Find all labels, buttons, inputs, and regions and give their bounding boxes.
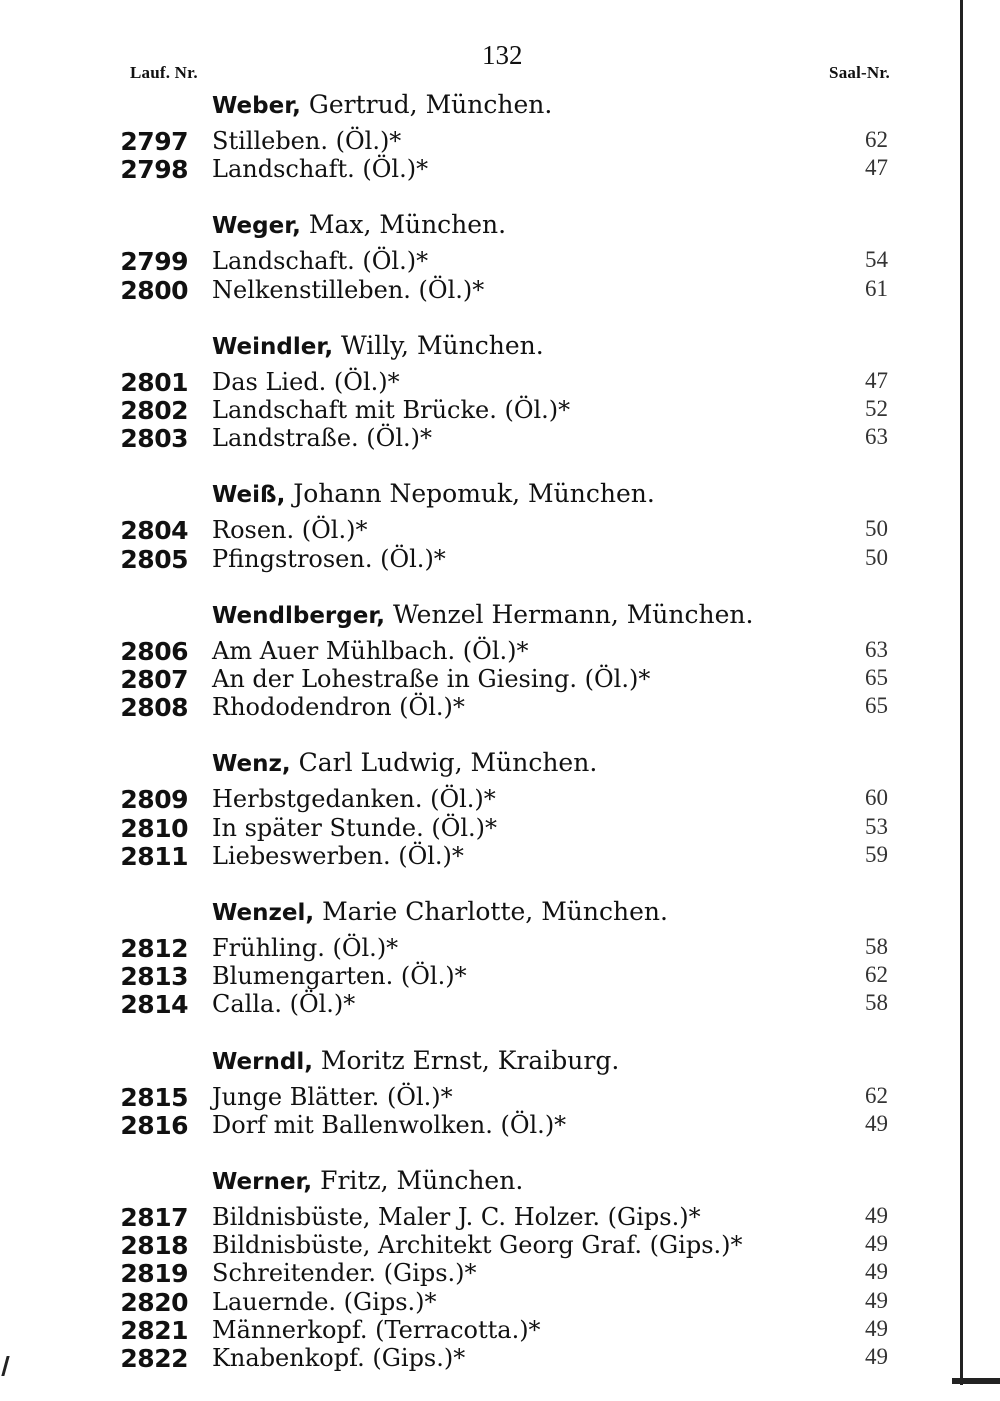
entry-room-number: 49	[865, 1344, 888, 1369]
entry-room-number: 62	[865, 1082, 888, 1108]
catalog-entry	[0, 693, 1000, 721]
artist-surname: Weber,	[212, 93, 301, 119]
entry-room-number: 53	[865, 813, 888, 839]
entry-title: Junge Blätter. (Öl.)*	[212, 1082, 453, 1111]
entry-title: Rosen. (Öl.)*	[212, 516, 368, 545]
catalog-entry	[0, 785, 1000, 813]
entry-room-number: 49	[865, 1231, 888, 1257]
artist-details: Johann Nepomuk, München.	[285, 479, 655, 509]
catalog-entry	[0, 1288, 1000, 1316]
artist-details: Max, München.	[300, 210, 507, 240]
entry-number: 2821	[120, 1315, 188, 1345]
entry-title: Landschaft. (Öl.)*	[212, 247, 429, 276]
entry-room-number: 63	[865, 636, 888, 662]
artist-heading	[212, 90, 552, 119]
artist-details: Moritz Ernst, Kraiburg.	[312, 1045, 620, 1075]
catalog-entry	[0, 637, 1000, 665]
entry-room-number: 58	[865, 934, 888, 959]
entry-number: 2809	[120, 785, 188, 815]
entry-room-number: 52	[865, 396, 888, 421]
entry-number: 2806	[120, 636, 188, 666]
entry-number: 2802	[120, 396, 188, 425]
entry-number: 2816	[120, 1110, 188, 1140]
entry-title: An der Lohestraße in Giesing. (Öl.)*	[212, 665, 651, 693]
artist-details: Gertrud, München.	[300, 90, 553, 119]
entry-room-number: 61	[865, 275, 888, 301]
catalog-entry	[0, 516, 1000, 544]
catalog-entry	[0, 155, 1000, 183]
artist-heading	[212, 331, 544, 360]
entry-number: 2818	[120, 1231, 188, 1261]
entry-number: 2799	[120, 247, 188, 277]
artist-heading	[212, 479, 655, 508]
entry-room-number: 49	[865, 1287, 888, 1313]
entry-number: 2812	[120, 934, 188, 963]
catalog-entry	[0, 545, 1000, 573]
entry-number: 2819	[120, 1259, 188, 1289]
entry-room-number: 49	[865, 1315, 888, 1341]
catalog-entry	[0, 1259, 1000, 1287]
entry-title: Am Auer Mühlbach. (Öl.)*	[212, 636, 529, 665]
entry-number: 2797	[120, 127, 188, 156]
artist-heading	[212, 210, 506, 239]
artist-heading	[212, 748, 597, 777]
entry-title: Männerkopf. (Terracotta.)*	[212, 1315, 541, 1344]
catalog-entry	[0, 276, 1000, 304]
entry-number: 2810	[120, 813, 188, 843]
artist-heading	[212, 897, 668, 926]
entry-number: 2798	[120, 155, 188, 185]
entry-room-number: 49	[865, 1259, 888, 1285]
entry-room-number: 50	[865, 544, 888, 570]
entry-number: 2808	[120, 693, 188, 723]
artist-details: Fritz, München.	[312, 1166, 524, 1195]
artist-details: Carl Ludwig, München.	[290, 748, 598, 778]
artist-surname: Wenzel,	[212, 900, 315, 926]
catalog-entry	[0, 247, 1000, 275]
entry-number: 2822	[120, 1344, 188, 1373]
entry-title: Frühling. (Öl.)*	[212, 934, 399, 962]
entry-title: Rhododendron (Öl.)*	[212, 693, 465, 722]
entry-room-number: 54	[865, 247, 888, 273]
entry-number: 2803	[120, 424, 188, 454]
entry-title: Pfingstrosen. (Öl.)*	[212, 544, 446, 573]
column-header-saal-nr: Saal-Nr.	[829, 63, 890, 82]
artist-heading	[212, 1046, 619, 1075]
entry-room-number: 58	[865, 990, 888, 1016]
entry-number: 2801	[120, 367, 188, 397]
entry-title: Calla. (Öl.)*	[212, 990, 356, 1019]
catalog-entry	[0, 1111, 1000, 1139]
catalog-entry	[0, 1203, 1000, 1231]
artist-heading	[212, 600, 753, 629]
entry-title: Blumengarten. (Öl.)*	[212, 962, 467, 991]
entry-room-number: 50	[865, 516, 888, 542]
entry-number: 2804	[120, 516, 188, 546]
catalog-entry	[0, 1083, 1000, 1111]
entry-number: 2807	[120, 665, 188, 694]
entry-room-number: 47	[865, 155, 888, 181]
entry-room-number: 63	[865, 424, 888, 450]
entry-title: Dorf mit Ballenwolken. (Öl.)*	[212, 1110, 567, 1139]
page-number: 132	[482, 40, 523, 70]
catalog-entry	[0, 842, 1000, 870]
entry-title: Knabenkopf. (Gips.)*	[212, 1344, 466, 1372]
column-header-lauf-nr: Lauf. Nr.	[130, 63, 198, 82]
entry-title: In später Stunde. (Öl.)*	[212, 813, 498, 842]
catalog-entry	[0, 665, 1000, 693]
entry-number: 2820	[120, 1287, 188, 1317]
entry-title: Bildnisbüste, Architekt Georg Graf. (Gips.)*	[212, 1231, 743, 1260]
entry-number: 2805	[120, 544, 188, 574]
page-edge-line	[960, 0, 963, 1385]
artist-surname: Wendlberger,	[212, 602, 386, 629]
catalog-entry	[0, 1231, 1000, 1259]
artist-details: Willy, München.	[333, 330, 544, 360]
entry-title: Landschaft mit Brücke. (Öl.)*	[212, 396, 571, 424]
entry-room-number: 49	[865, 1203, 888, 1228]
entry-number: 2815	[120, 1082, 188, 1112]
catalog-entry	[0, 368, 1000, 396]
artist-heading	[212, 1166, 523, 1195]
catalog-entry	[0, 1344, 1000, 1372]
entry-room-number: 49	[865, 1110, 888, 1136]
entry-title: Schreitender. (Gips.)*	[212, 1259, 477, 1288]
artist-surname: Wenz,	[212, 751, 291, 778]
catalog-entry	[0, 127, 1000, 155]
artist-details: Wenzel Hermann, München.	[385, 599, 754, 629]
entry-title: Nelkenstilleben. (Öl.)*	[212, 275, 485, 304]
artist-details: Marie Charlotte, München.	[314, 897, 668, 926]
entry-title: Das Lied. (Öl.)*	[212, 367, 400, 396]
artist-surname: Weger,	[212, 213, 301, 240]
artist-surname: Weiß,	[212, 482, 286, 509]
entry-title: Lauernde. (Gips.)*	[212, 1287, 437, 1316]
catalog-entry	[0, 814, 1000, 842]
entry-room-number: 59	[865, 841, 888, 867]
entry-number: 2817	[120, 1203, 188, 1232]
entry-room-number: 62	[865, 962, 888, 988]
catalog-entry	[0, 990, 1000, 1018]
entry-number: 2811	[120, 841, 188, 871]
page-edge-foot	[952, 1378, 1000, 1384]
catalog-entry	[0, 934, 1000, 962]
artist-surname: Weindler,	[212, 333, 334, 360]
catalog-entry	[0, 396, 1000, 424]
entry-title: Liebeswerben. (Öl.)*	[212, 841, 464, 870]
entry-number: 2814	[120, 990, 188, 1020]
entry-room-number: 65	[865, 693, 888, 719]
entry-room-number: 47	[865, 367, 888, 393]
artist-surname: Werner,	[212, 1169, 313, 1195]
catalog-entry	[0, 1316, 1000, 1344]
catalog-entry	[0, 424, 1000, 452]
entry-title: Landstraße. (Öl.)*	[212, 424, 433, 453]
entry-number: 2800	[120, 275, 188, 305]
entry-title: Stilleben. (Öl.)*	[212, 127, 402, 155]
artist-surname: Werndl,	[212, 1048, 313, 1075]
entry-room-number: 65	[865, 665, 888, 690]
entry-title: Landschaft. (Öl.)*	[212, 155, 429, 184]
entry-number: 2813	[120, 962, 188, 992]
entry-room-number: 62	[865, 127, 888, 152]
catalog-entry	[0, 962, 1000, 990]
entry-room-number: 60	[865, 785, 888, 811]
entry-title: Herbstgedanken. (Öl.)*	[212, 785, 496, 814]
entry-title: Bildnisbüste, Maler J. C. Holzer. (Gips.)*	[212, 1203, 701, 1231]
